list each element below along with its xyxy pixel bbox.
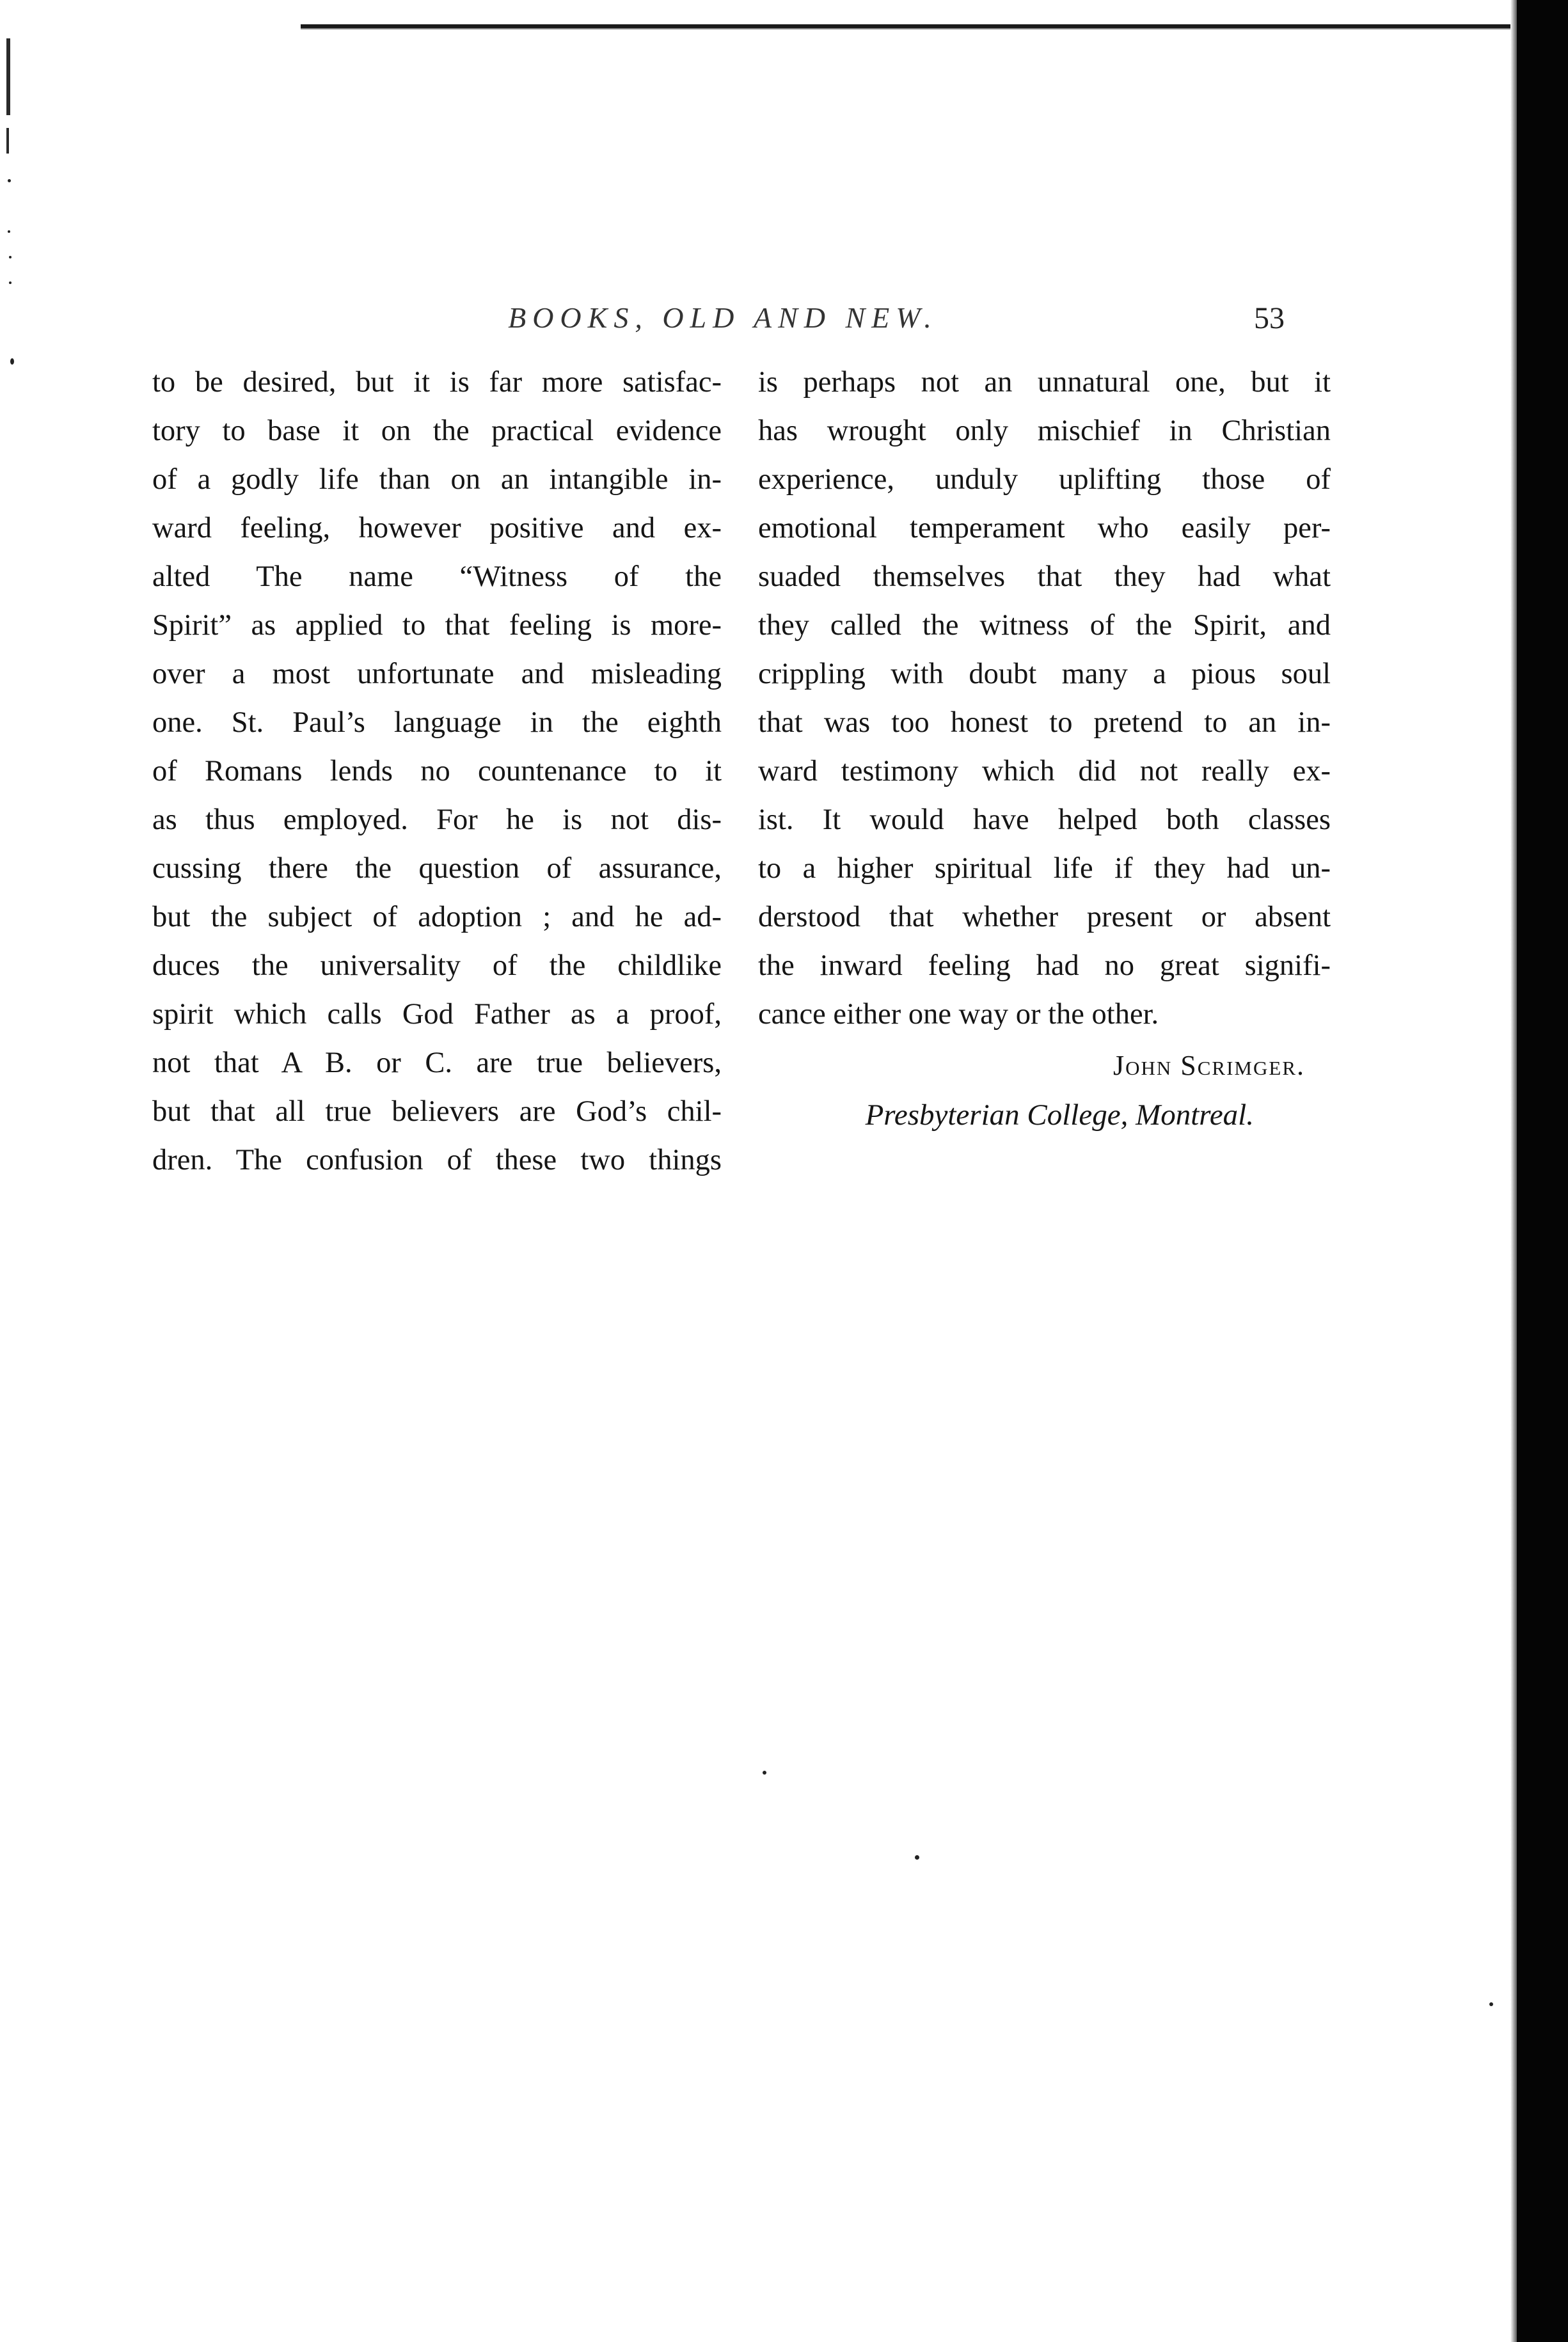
text-line: ist. It would have helped both classes bbox=[758, 803, 1331, 836]
text-line: cance either one way or the other. bbox=[758, 998, 1159, 1031]
left-scan-mark bbox=[6, 38, 10, 115]
scan-speck bbox=[9, 256, 12, 258]
text-line: to a higher spiritual life if they had un- bbox=[758, 852, 1331, 885]
text-line: to be desired, but it is far more satisfac- bbox=[152, 366, 722, 399]
running-title: BOOKS, OLD AND NEW. bbox=[508, 301, 938, 334]
right-text-column bbox=[758, 358, 1331, 1039]
text-line: has wrought only mischief in Christian bbox=[758, 415, 1331, 447]
right-scan-edge bbox=[1517, 0, 1568, 2342]
scan-speck bbox=[8, 179, 11, 182]
text-line: but that all true believers are God’s chil- bbox=[152, 1095, 722, 1128]
text-line: alted The name “Witness of the bbox=[152, 560, 722, 593]
text-line: spirit which calls God Father as a proof, bbox=[152, 998, 722, 1031]
left-text-column bbox=[152, 358, 722, 1185]
text-line: that was too honest to pretend to an in- bbox=[758, 706, 1331, 739]
text-line: derstood that whether present or absent bbox=[758, 901, 1331, 933]
scan-speck bbox=[915, 1855, 919, 1860]
top-scan-rule-shadow bbox=[301, 28, 1516, 29]
text-line: experience, unduly uplifting those of bbox=[758, 463, 1331, 496]
author-affiliation: Presbyterian College, Montreal. bbox=[865, 1098, 1254, 1132]
text-line: suaded themselves that they had what bbox=[758, 560, 1331, 593]
scan-speck bbox=[10, 358, 14, 365]
scan-speck bbox=[9, 281, 12, 284]
text-line: dren. The confusion of these two things bbox=[152, 1144, 722, 1176]
text-line: as thus employed. For he is not dis- bbox=[152, 803, 722, 836]
text-line: emotional temperament who easily per- bbox=[758, 512, 1331, 544]
text-line: not that A B. or C. are true believers, bbox=[152, 1047, 722, 1079]
text-line: crippling with doubt many a pious soul bbox=[758, 658, 1331, 690]
text-line: they called the witness of the Spirit, and bbox=[758, 609, 1331, 642]
text-line: but the subject of adoption ; and he ad- bbox=[152, 901, 722, 933]
text-line: of a godly life than on an intangible in- bbox=[152, 463, 722, 496]
right-edge-shadow bbox=[1510, 0, 1517, 2342]
text-line: tory to base it on the practical evidence bbox=[152, 415, 722, 447]
scan-speck bbox=[8, 230, 10, 233]
scan-speck bbox=[1489, 2002, 1493, 2006]
page-number: 53 bbox=[1254, 301, 1285, 335]
author-signature: John Scrimger. bbox=[1113, 1050, 1305, 1081]
text-line: one. St. Paul’s language in the eighth bbox=[152, 706, 722, 739]
left-scan-mark bbox=[6, 128, 9, 154]
text-line: ward feeling, however positive and ex- bbox=[152, 512, 722, 544]
text-line: duces the universality of the childlike bbox=[152, 949, 722, 982]
text-line: is perhaps not an unnatural one, but it bbox=[758, 366, 1331, 399]
text-line: the inward feeling had no great signifi- bbox=[758, 949, 1331, 982]
text-line: Spirit” as applied to that feeling is more- bbox=[152, 609, 722, 642]
text-line: ward testimony which did not really ex- bbox=[758, 755, 1331, 787]
text-line: cussing there the question of assurance, bbox=[152, 852, 722, 885]
text-line: over a most unfortunate and misleading bbox=[152, 658, 722, 690]
scan-speck bbox=[763, 1771, 766, 1775]
text-line: of Romans lends no countenance to it bbox=[152, 755, 722, 787]
